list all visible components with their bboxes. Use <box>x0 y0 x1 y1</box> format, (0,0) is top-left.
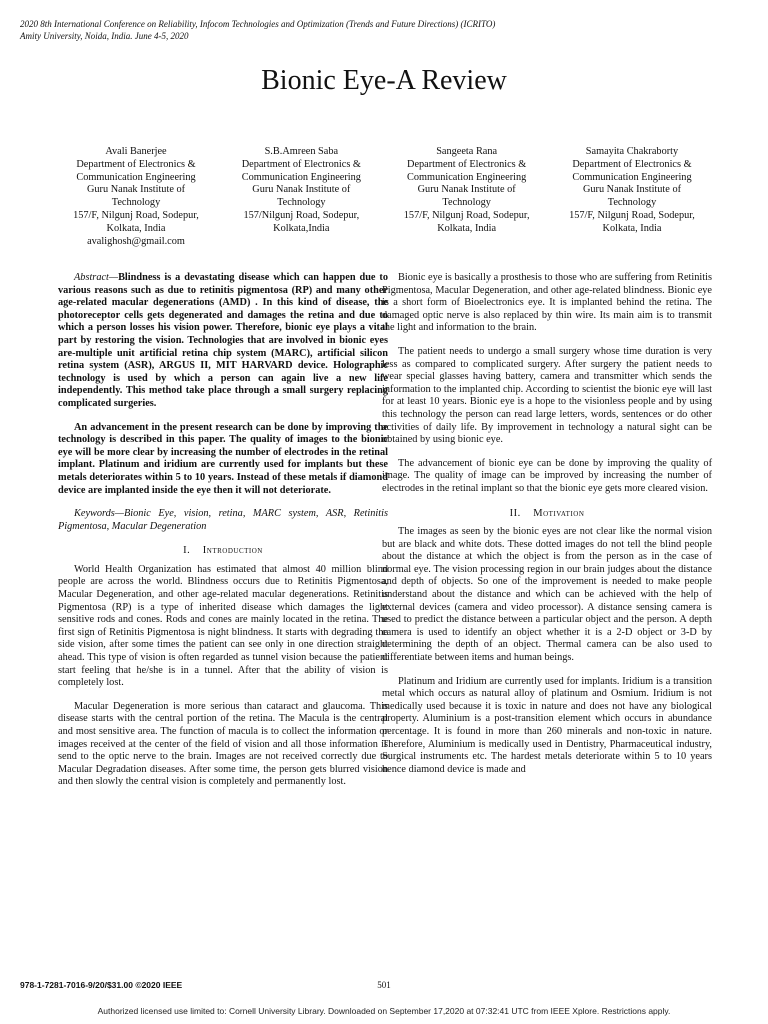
author-name: Sangeeta Rana <box>436 146 498 157</box>
author-affiliation-line: Kolkata, India <box>437 222 497 234</box>
intro-paragraph-3: Bionic eye is basically a prosthesis to those who are suffering from Retinitis Pigmentosa, Macular Degeneration, and other age-related blindness. Bionic eye is a short form of Bioelectronics eye. It is implanted behind the retina. The damaged optic nerve is also replaced by thin wire. Its main aim is to transmit the light and information to the brain. <box>382 272 712 334</box>
author-email: avalighosh@gmail.com <box>87 235 185 247</box>
paper-title: Bionic Eye-A Review <box>261 65 507 96</box>
abstract-lead: Abstract— <box>74 272 119 283</box>
section-number: I. <box>183 545 191 557</box>
author-affiliation-line: Department of Electronics & <box>76 158 196 170</box>
author-affiliation-line: 157/F, Nilgunj Road, Sodepur, <box>569 209 695 221</box>
license-notice: Authorized licensed use limited to: Cornell University Library. Downloaded on September 17,2020 at 07:32:41 UTC from IEEE Xplore. Restrictions apply. <box>97 1006 671 1016</box>
author-affiliation-line: Guru Nanak Institute of <box>86 184 186 196</box>
author-affiliation-line: Technology <box>111 197 161 209</box>
author-affiliation-line: Guru Nanak Institute of <box>417 184 516 196</box>
author-affiliation-line: Kolkata, India <box>602 222 662 234</box>
author-3 <box>387 146 547 248</box>
author-name: S.B.Amreen Saba <box>264 146 339 157</box>
keywords: Keywords—Bionic Eye, vision, retina, MARC system, ASR, Retinitis Pigmentosa, Macular Degeneration <box>58 508 388 532</box>
section-title: Introduction <box>202 545 263 557</box>
author-affiliation-line: 157/F, Nilgunj Road, Sodepur, <box>403 209 530 221</box>
author-affiliation-line: Kolkata,India <box>273 222 330 234</box>
author-affiliation-line: Communication Engineering <box>572 171 692 183</box>
conference-header <box>20 18 740 42</box>
left-column <box>58 272 388 800</box>
author-affiliation-line: Communication Engineering <box>407 171 527 183</box>
section-heading-introduction <box>58 545 388 558</box>
author-affiliation-line: Guru Nanak Institute of <box>252 184 351 196</box>
author-affiliation-line: Department of Electronics & <box>241 158 361 170</box>
author-affiliation-line: Technology <box>607 197 657 209</box>
author-affiliation-line: 157/Nilgunj Road, Sodepur, <box>243 209 360 221</box>
footer-isbn: 978-1-7281-7016-9/20/$31.00 ©2020 IEEE <box>20 980 183 990</box>
motivation-paragraph-1: The images as seen by the bionic eyes are not clear like the normal vision but are black and white dots. These dotted images do not tell the blind people about the distance at which the object is from the person as in the case of normal eye. The vision processing region in our brain judges about the distance and depth of objects. So one of the improvement is needed to make people understand about the distance and which can be achieved with the help of external devices (camera and video processor). A distance sensing camera is used to predict the distance between a particular object and the person. A depth camera is used to identify an object whether it is a 2-D object or 3-D by determining the depth of an object. Thermal camera can be also used to differentiate between items and human beings. <box>382 526 712 664</box>
intro-paragraph-1: World Health Organization has estimated that almost 40 million blind people are across the world. Blindness occurs due to Retinitis Pigmentosa, Macular Degeneration, and other age-related macular degenerations. Retinitis Pigmentosa (RP) is a type of inherited disease which damages the light sensitive rods and cones. Rods and cones are mainly located in the retina. The first sign of Retinitis Pigmentosa is night blindness. It starts with degrading the side vision, after some times the patient can see only in one direction straight ahead. This type of vision is often regarded as tunnel vision because the patient start feeling that he/she is in a tunnel. After that the ability of vision is completely lost. <box>58 563 388 689</box>
page-number: 501 <box>377 980 391 990</box>
abstract-text: Blindness is a devastating disease which can happen due to various reasons such as due to retinitis pigmentosa (RP) and many other age-related macular degenerations (AMD) . In this kind of disease, the photoreceptor cells gets degenerated and damages the retina and due to which a person losses his vision power. Therefore, bionic eye plays a vital part by restoring the vision. Technologies that are involved in bionic eyes are-multiple unit artificial retina chip system (MARC), artificial silicon retina system (ASR), ARGUS II, MIT HARVARD device. Holographic technology is used by which a person can again live a new life independently. This method take place through a small surgery replacing complicated surgeries. <box>58 272 388 409</box>
section-heading-motivation <box>382 508 712 521</box>
author-block <box>56 146 712 248</box>
author-affiliation-line: Guru Nanak Institute of <box>582 184 682 196</box>
intro-paragraph-4: The patient needs to undergo a small surgery whose time duration is very less as compared to complicated surgery. After surgery the patient needs to wear special glasses having battery, camera and transmitter which sends the information to the implanted chip. According to scientist the bionic eye will last for at least 10 years. Bionic eye is a hope to the visionless people and by using this technology the person can read large letters, words, sentences or do other activities of daily life. By improvement in technology a natural sight can be obtained by using bionic eye. <box>382 345 712 446</box>
author-affiliation-line: Technology <box>442 197 491 209</box>
author-affiliation-line: Technology <box>277 197 326 209</box>
author-name: Avali Banerjee <box>105 146 167 157</box>
author-2 <box>221 146 381 248</box>
author-name: Samayita Chakraborty <box>585 146 679 157</box>
abstract-paragraph-2: An advancement in the present research can be done by improving the technology is described in this paper. The quality of images to the bionic eye will be more clear by increasing the number of electrodes in the retinal implant. Platinum and iridium are currently used for implants but these metals deteriorates within 5 to 10 years. Instead of these metals if diamond device are implanted inside the eye then it will not deteriorate. <box>58 421 388 496</box>
conference-line: 2020 8th International Conference on Reliability, Infocom Technologies and Optimization (Trends and Future Directions) (ICRITO) <box>20 19 496 29</box>
abstract-paragraph <box>58 272 388 411</box>
author-4 <box>552 146 712 248</box>
section-number: II. <box>509 507 521 519</box>
venue-line: Amity University, Noida, India. June 4-5, 2020 <box>20 31 189 41</box>
intro-paragraph-2: Macular Degeneration is more serious than cataract and glaucoma. This disease starts with the central portion of the retina. The Macula is the central and most sensitive area. The function of macula is to collect the information or images received at the center of the field of vision and all those information is send to the optic nerve to the brain. Images are not received correctly due to Macular Degradation diseases. After some time, the person gets blurred vision and then slowly the central vision is completely and permanently lost. <box>58 700 388 788</box>
author-affiliation-line: Kolkata, India <box>106 222 166 234</box>
author-1 <box>56 146 216 248</box>
right-column <box>382 272 712 787</box>
author-affiliation-line: 157/F, Nilgunj Road, Sodepur, <box>73 209 199 221</box>
author-affiliation-line: Department of Electronics & <box>407 158 527 170</box>
motivation-paragraph-2: Platinum and Iridium are currently used for implants. Iridium is a transition metal which occurs as natural alloy of platinum and Osmium. Iridium is not medically used because it is toxic in nature and does not have any biological property. Aluminium is a post-transition element which occurs in abundance percentage. It is found in more than 260 minerals and non-toxic in nature. Therefore, Aluminium is medically used in Dentistry, Pharmaceutical industry, Surgical instruments etc. The hardest metals deteriorate within 5 to 10 years hence diamond device is made and <box>382 675 712 775</box>
author-affiliation-line: Department of Electronics & <box>572 158 692 170</box>
author-affiliation-line: Communication Engineering <box>76 171 196 183</box>
author-affiliation-line: Communication Engineering <box>241 171 361 183</box>
intro-paragraph-5: The advancement of bionic eye can be done by improving the quality of image. The quality of image can be improved by increasing the number of electrodes in the retinal implant so that the bionic eye gets more cleared vision. <box>382 457 712 494</box>
section-title: Motivation <box>533 507 585 519</box>
